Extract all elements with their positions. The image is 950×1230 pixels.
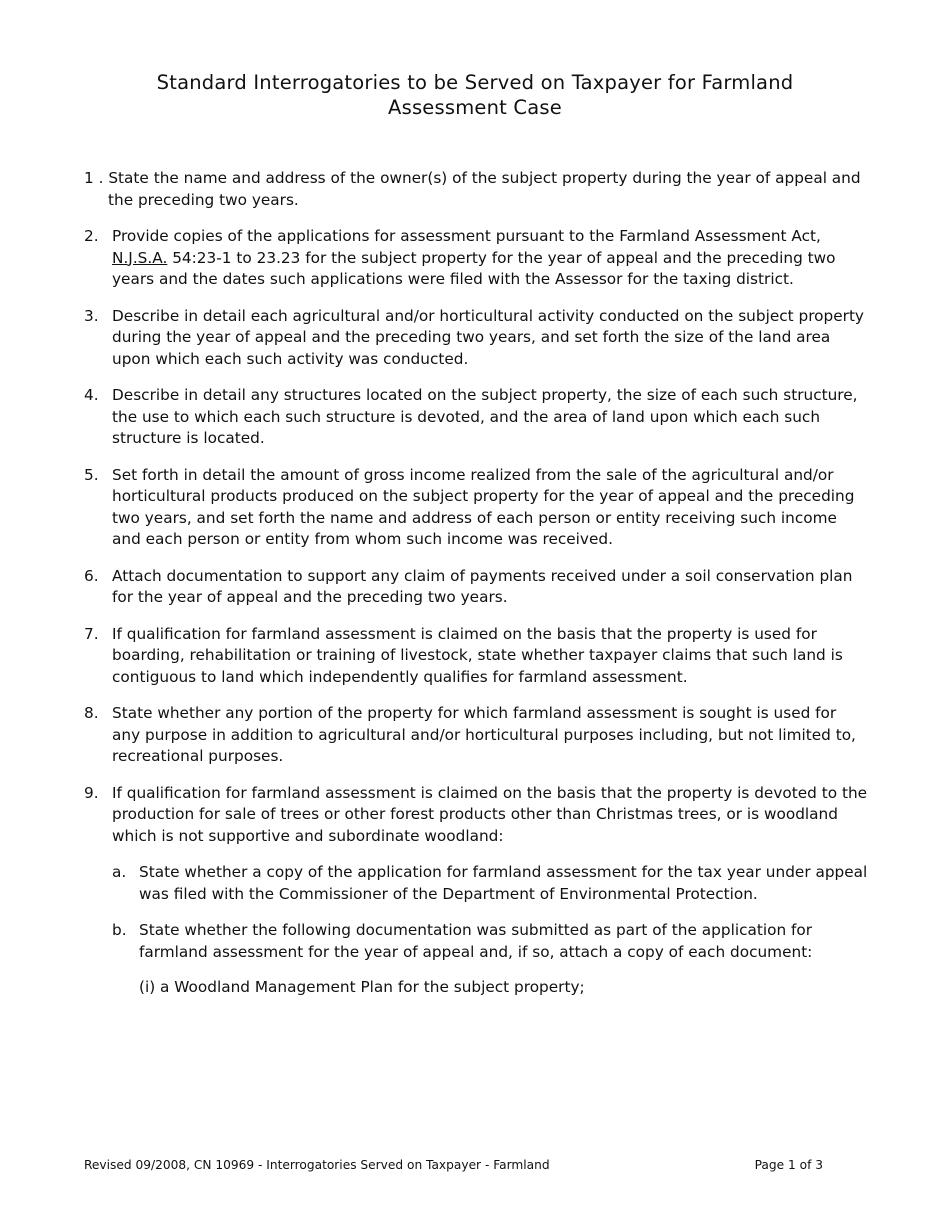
interrogatory-item-2: [84, 226, 869, 291]
footer-revision: Revised 09/2008, CN 10969 - Interrogatories Served on Taxpayer - Farmland: [84, 1158, 550, 1172]
item-text: Describe in detail each agricultural and/or horticultural activity conducted on the subject property during the year of appeal and the preceding two years, and set forth the size of the land area upon which each such activity was conducted.: [112, 306, 864, 368]
interrogatory-item-5: [84, 465, 869, 551]
item-text: State the name and address of the owner(s) of the subject property during the year of appeal and the preceding two years.: [108, 169, 861, 209]
interrogatory-item-9: [84, 783, 869, 999]
footer-page-number: Page 1 of 3: [754, 1158, 823, 1172]
item-text: Attach documentation to support any claim of payments received under a soil conservation plan for the year of appeal and the preceding two years.: [112, 566, 853, 606]
interrogatory-item-7: [84, 624, 869, 689]
subitem-a: [112, 862, 869, 905]
interrogatory-item-1: [84, 168, 869, 211]
item-text-continued: 54:23-1 to 23.23 for the subject property for the year of appeal and the preceding two years and the dates such applications were filed with the Assessor for the taxing district.: [112, 248, 836, 288]
item-number: 6.: [84, 566, 99, 585]
interrogatory-item-3: [84, 306, 869, 371]
subitem-b: [112, 920, 869, 999]
statute-citation: N.J.S.A.: [112, 248, 168, 267]
subsubitem-i: (i) a Woodland Management Plan for the subject property;: [139, 978, 585, 996]
subitem-list: [112, 862, 869, 999]
item-text: If qualification for farmland assessment is claimed on the basis that the property is devoted to the production for sale of trees or other forest products other than Christmas trees, or is woodland which is not supportive and subordinate woodland:: [112, 783, 868, 845]
item-number: 5.: [84, 465, 99, 484]
item-number: 4.: [84, 386, 99, 404]
item-text: Provide copies of the applications for assessment pursuant to the Farmland Assessment Act,: [112, 227, 821, 245]
subitem-letter: b.: [112, 921, 127, 939]
page-title: Standard Interrogatories to be Served on Taxpayer for Farmland Assessment Case: [156, 71, 794, 119]
item-text: If qualification for farmland assessment is claimed on the basis that the property is used for boarding, rehabilitation or training of livestock, state whether taxpayer claims that such land is contiguous to land which independently qualifies for farmland assessment.: [112, 624, 843, 686]
interrogatory-item-6: [84, 566, 869, 609]
subitem-text: State whether a copy of the application for farmland assessment for the tax year under appeal was filed with the Commissioner of the Department of Environmental Protection.: [139, 863, 868, 903]
item-number: 1 .: [84, 169, 104, 187]
interrogatory-item-8: [84, 703, 869, 768]
interrogatory-list: [84, 168, 869, 1014]
item-number: 2.: [84, 227, 99, 245]
item-number: 3.: [84, 306, 99, 325]
item-text: Set forth in detail the amount of gross income realized from the sale of the agricultural and/or horticultural products produced on the subject property for the year of appeal and the preceding two years, and set forth the name and address of each person or entity receiving such income and each person or entity from whom such income was received.: [112, 465, 855, 548]
item-number: 8.: [84, 704, 99, 722]
item-number: 9.: [84, 783, 99, 802]
item-number: 7.: [84, 624, 99, 643]
interrogatory-item-4: [84, 385, 869, 450]
item-text: State whether any portion of the property for which farmland assessment is sought is used for any purpose in addition to agricultural and/or horticultural purposes including, but not limited to, recreational purposes.: [112, 704, 856, 765]
subitem-letter: a.: [112, 863, 127, 881]
item-text: Describe in detail any structures located on the subject property, the size of each such structure, the use to which each such structure is devoted, and the area of land upon which each such structure is located.: [112, 386, 858, 447]
subitem-text: State whether the following documentation was submitted as part of the application for farmland assessment for the year of appeal and, if so, attach a copy of each document:: [139, 921, 813, 961]
